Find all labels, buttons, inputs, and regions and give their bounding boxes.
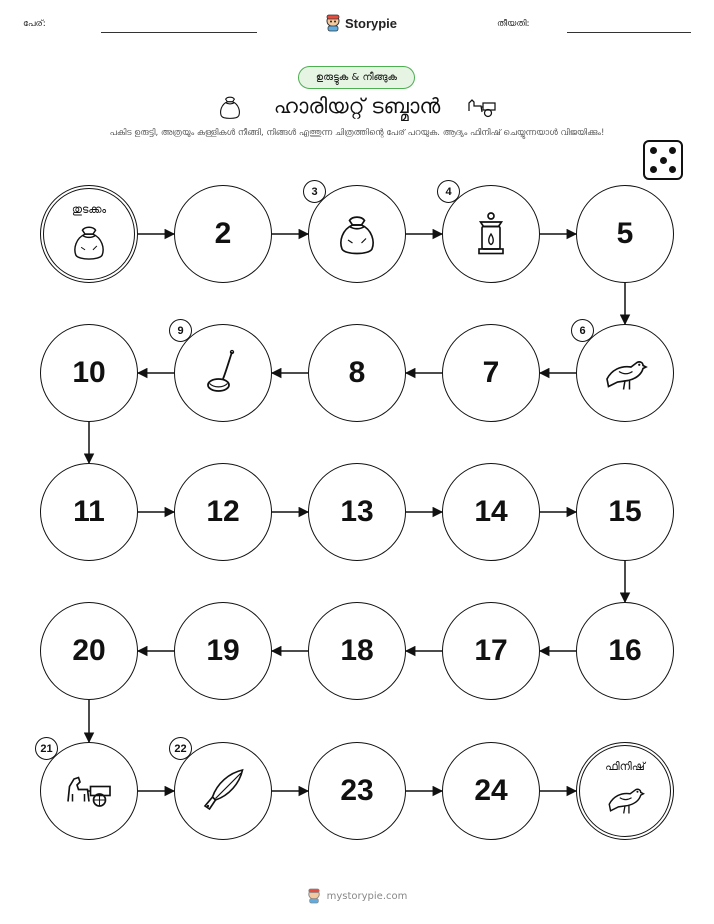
board-space-13 [308, 463, 406, 561]
footer-url[interactable]: mystorypie.com [326, 890, 408, 902]
board-space-24 [442, 742, 540, 840]
space-number-badge: 21 [35, 737, 58, 760]
board-space-10 [40, 324, 138, 422]
space-number-badge: 22 [169, 737, 192, 760]
page-title: ഹാരിയറ്റ് ടബ്മാൻ [273, 94, 441, 118]
bag-icon [333, 210, 381, 258]
space-number: 12 [206, 495, 240, 528]
brand-name: Storypie [345, 15, 398, 31]
instructions: പകിട ഉരുട്ടി, അത്രയും കള്ളികൾ നീങ്ങി, നിങ്ങൾ എത്തുന്ന ചിത്രത്തിന്റെ പേര് പറയുക. ആദ്യം ഫിനിഷ് ചെയ്യുന്നയാൾ വിജയിക്കും! [109, 128, 605, 138]
start-label: തുടക്കം [71, 203, 107, 216]
space-number: 11 [73, 495, 105, 528]
space-number-badge: 3 [303, 180, 326, 203]
space-number: 8 [348, 356, 366, 389]
board-space-2 [174, 185, 272, 283]
space-number: 17 [474, 634, 508, 667]
space-number-badge: 6 [571, 319, 594, 342]
board-space-21 [40, 742, 138, 840]
space-number-badge: 9 [169, 319, 192, 342]
board-space-15 [576, 463, 674, 561]
bird-icon [601, 349, 649, 397]
space-number: 19 [206, 634, 240, 667]
board-space-20 [40, 602, 138, 700]
board-space-22 [174, 742, 272, 840]
space-number: 18 [340, 634, 374, 667]
board-space-12 [174, 463, 272, 561]
space-number: 24 [474, 774, 508, 807]
start-space [40, 185, 138, 283]
finish-space [576, 742, 674, 840]
horse-cart-icon [65, 767, 113, 815]
finish-label: ഫിനിഷ് [605, 760, 645, 773]
space-number: 2 [214, 217, 232, 250]
board-space-23 [308, 742, 406, 840]
board-space-9 [174, 324, 272, 422]
space-number: 13 [340, 495, 374, 528]
board-space-6 [576, 324, 674, 422]
date-label: തീയതി: [497, 19, 530, 29]
space-number: 5 [616, 217, 634, 250]
space-number: 10 [72, 356, 106, 389]
board-space-11 [40, 463, 138, 561]
quill-icon [199, 767, 247, 815]
ladle-icon [199, 349, 247, 397]
storypie-mascot-icon [307, 888, 321, 904]
game-type-badge: ഉരുട്ടുക & നീങ്ങുക [298, 66, 415, 89]
space-number: 20 [72, 634, 106, 667]
space-number: 14 [474, 495, 508, 528]
board-space-8 [308, 324, 406, 422]
board-space-7 [442, 324, 540, 422]
board-space-19 [174, 602, 272, 700]
board-space-17 [442, 602, 540, 700]
board-space-5 [576, 185, 674, 283]
space-number: 16 [608, 634, 642, 667]
board-space-3 [308, 185, 406, 283]
board-space-18 [308, 602, 406, 700]
board-space-14 [442, 463, 540, 561]
name-label: പേര്: [23, 19, 46, 29]
space-number: 15 [608, 495, 642, 528]
space-number: 23 [340, 774, 374, 807]
bag-icon [68, 221, 110, 263]
space-number-badge: 4 [437, 180, 460, 203]
board-space-16 [576, 602, 674, 700]
board-space-4 [442, 185, 540, 283]
bird-icon [604, 778, 646, 820]
space-number: 7 [482, 356, 500, 389]
footer [0, 886, 714, 906]
lantern-icon [467, 210, 515, 258]
